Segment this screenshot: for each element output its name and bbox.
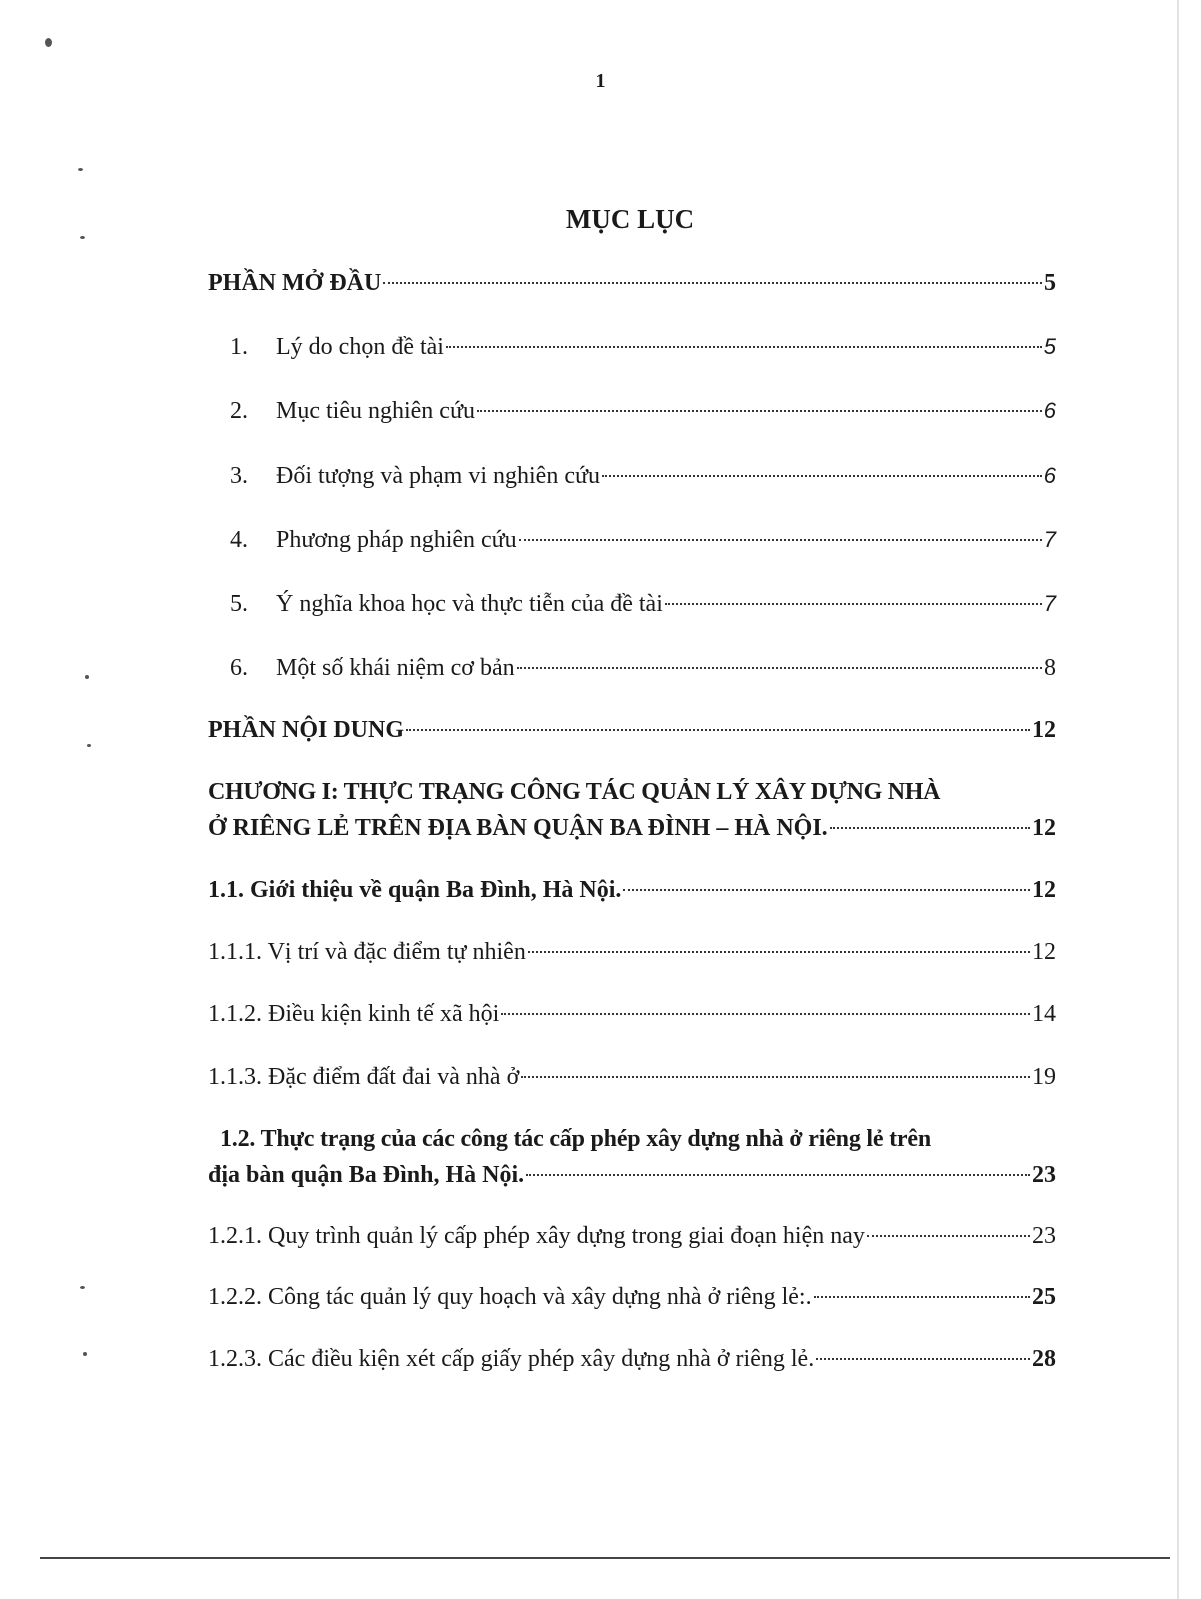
toc-entry[interactable] (230, 393, 1056, 429)
entry-page: 7 (1043, 591, 1056, 616)
entry-text: Phương pháp nghiên cứu (276, 527, 517, 553)
leader-dots (446, 346, 1042, 348)
toc-entry[interactable] (208, 1279, 1056, 1315)
entry-page: 12 (1032, 939, 1056, 965)
entry-page: 12 (1032, 815, 1056, 841)
leader-dots (602, 475, 1042, 477)
leader-dots (383, 282, 1042, 284)
entry-text: Ý nghĩa khoa học và thực tiễn của đề tài (276, 591, 663, 617)
entry-page: 8 (1044, 655, 1056, 681)
entry-number: 6. (230, 655, 248, 681)
entry-page: 6 (1043, 463, 1056, 488)
toc-entry[interactable] (230, 586, 1056, 622)
entry-text-line1: CHƯƠNG I: THỰC TRẠNG CÔNG TÁC QUẢN LÝ XÂY DỰNG NHÀ (208, 779, 941, 805)
entry-page: 23 (1032, 1223, 1056, 1249)
entry-text: 1.1. Giới thiệu về quận Ba Đình, Hà Nội. (208, 877, 622, 903)
entry-text-line2: địa bàn quận Ba Đình, Hà Nội. (208, 1162, 525, 1188)
toc-entry[interactable] (208, 1341, 1056, 1377)
entry-text-line2: Ở RIÊNG LẺ TRÊN ĐỊA BÀN QUẬN BA ĐÌNH – HÀ NỘI. (208, 815, 828, 841)
entry-page: 28 (1032, 1346, 1056, 1372)
entry-page: 14 (1032, 1001, 1056, 1027)
toc-entry-section[interactable] (208, 712, 1056, 748)
entry-number: 1. (230, 334, 248, 360)
leader-dots (867, 1235, 1030, 1237)
leader-dots (501, 1013, 1030, 1015)
scan-speck (80, 1286, 85, 1289)
scan-speck (83, 1352, 87, 1356)
scan-speck (80, 236, 85, 239)
leader-dots (830, 827, 1030, 829)
toc-entry[interactable] (230, 458, 1056, 494)
entry-text: Một số khái niệm cơ bản (276, 655, 515, 681)
leader-dots (526, 1174, 1030, 1176)
toc-entry[interactable] (208, 996, 1056, 1032)
entry-page: 19 (1032, 1064, 1056, 1090)
scan-speck (85, 675, 89, 679)
toc-entry[interactable] (208, 934, 1056, 970)
scan-speck (87, 744, 91, 747)
scan-speck (45, 38, 52, 47)
entry-text: 1.2.3. Các điều kiện xét cấp giấy phép xây dựng nhà ở riêng lẻ. (208, 1346, 815, 1372)
entry-number: 5. (230, 591, 248, 617)
toc-entry[interactable] (208, 1059, 1056, 1095)
page-number: 1 (595, 70, 606, 92)
leader-dots (814, 1296, 1030, 1298)
leader-dots (517, 667, 1042, 669)
entry-text: Mục tiêu nghiên cứu (276, 398, 475, 424)
toc-entry[interactable] (208, 1218, 1056, 1254)
entry-page: 23 (1032, 1162, 1056, 1188)
leader-dots (406, 729, 1030, 731)
entry-text: 1.2.2. Công tác quản lý quy hoạch và xây dựng nhà ở riêng lẻ:. (208, 1284, 812, 1310)
entry-page: 25 (1032, 1284, 1056, 1310)
entry-number: 3. (230, 463, 248, 489)
entry-number: 2. (230, 398, 248, 424)
toc-entry-subsection[interactable] (208, 1121, 1056, 1193)
entry-number: 4. (230, 527, 248, 553)
scan-speck (78, 168, 83, 171)
leader-dots (528, 951, 1030, 953)
leader-dots (816, 1358, 1030, 1360)
toc-entry-section[interactable] (208, 265, 1056, 301)
entry-text: PHẦN MỞ ĐẦU (208, 270, 382, 296)
entry-page: 6 (1043, 398, 1056, 423)
entry-text: 1.1.1. Vị trí và đặc điểm tự nhiên (208, 939, 526, 965)
entry-page: 7 (1043, 527, 1056, 552)
leader-dots (477, 410, 1042, 412)
entry-page: 12 (1032, 717, 1056, 743)
leader-dots (521, 1076, 1030, 1078)
entry-text: 1.2.1. Quy trình quản lý cấp phép xây dựng trong giai đoạn hiện nay (208, 1223, 865, 1249)
entry-page: 5 (1044, 270, 1056, 296)
entry-text: Đối tượng và phạm vi nghiên cứu (276, 463, 600, 489)
toc-entry[interactable] (230, 329, 1056, 365)
leader-dots (623, 889, 1030, 891)
scan-edge (1177, 0, 1179, 1599)
entry-text: Lý do chọn đề tài (276, 334, 444, 360)
entry-text: 1.1.3. Đặc điểm đất đai và nhà ở (208, 1064, 520, 1090)
toc-entry[interactable] (230, 522, 1056, 558)
entry-page: 12 (1032, 877, 1056, 903)
toc-title: MỤC LỤC (565, 204, 695, 234)
toc-entry-subsection[interactable] (208, 872, 1056, 908)
entry-text-line1: 1.2. Thực trạng của các công tác cấp phép xây dựng nhà ở riêng lẻ trên (220, 1126, 931, 1152)
toc-entry[interactable] (230, 650, 1056, 686)
leader-dots (665, 603, 1042, 605)
entry-text: PHẦN NỘI DUNG (208, 717, 404, 743)
entry-page: 5 (1043, 334, 1056, 359)
bottom-rule (40, 1557, 1170, 1559)
entry-text: 1.1.2. Điều kiện kinh tế xã hội (208, 1001, 500, 1027)
toc-entry-chapter[interactable] (208, 774, 1056, 846)
leader-dots (519, 539, 1042, 541)
